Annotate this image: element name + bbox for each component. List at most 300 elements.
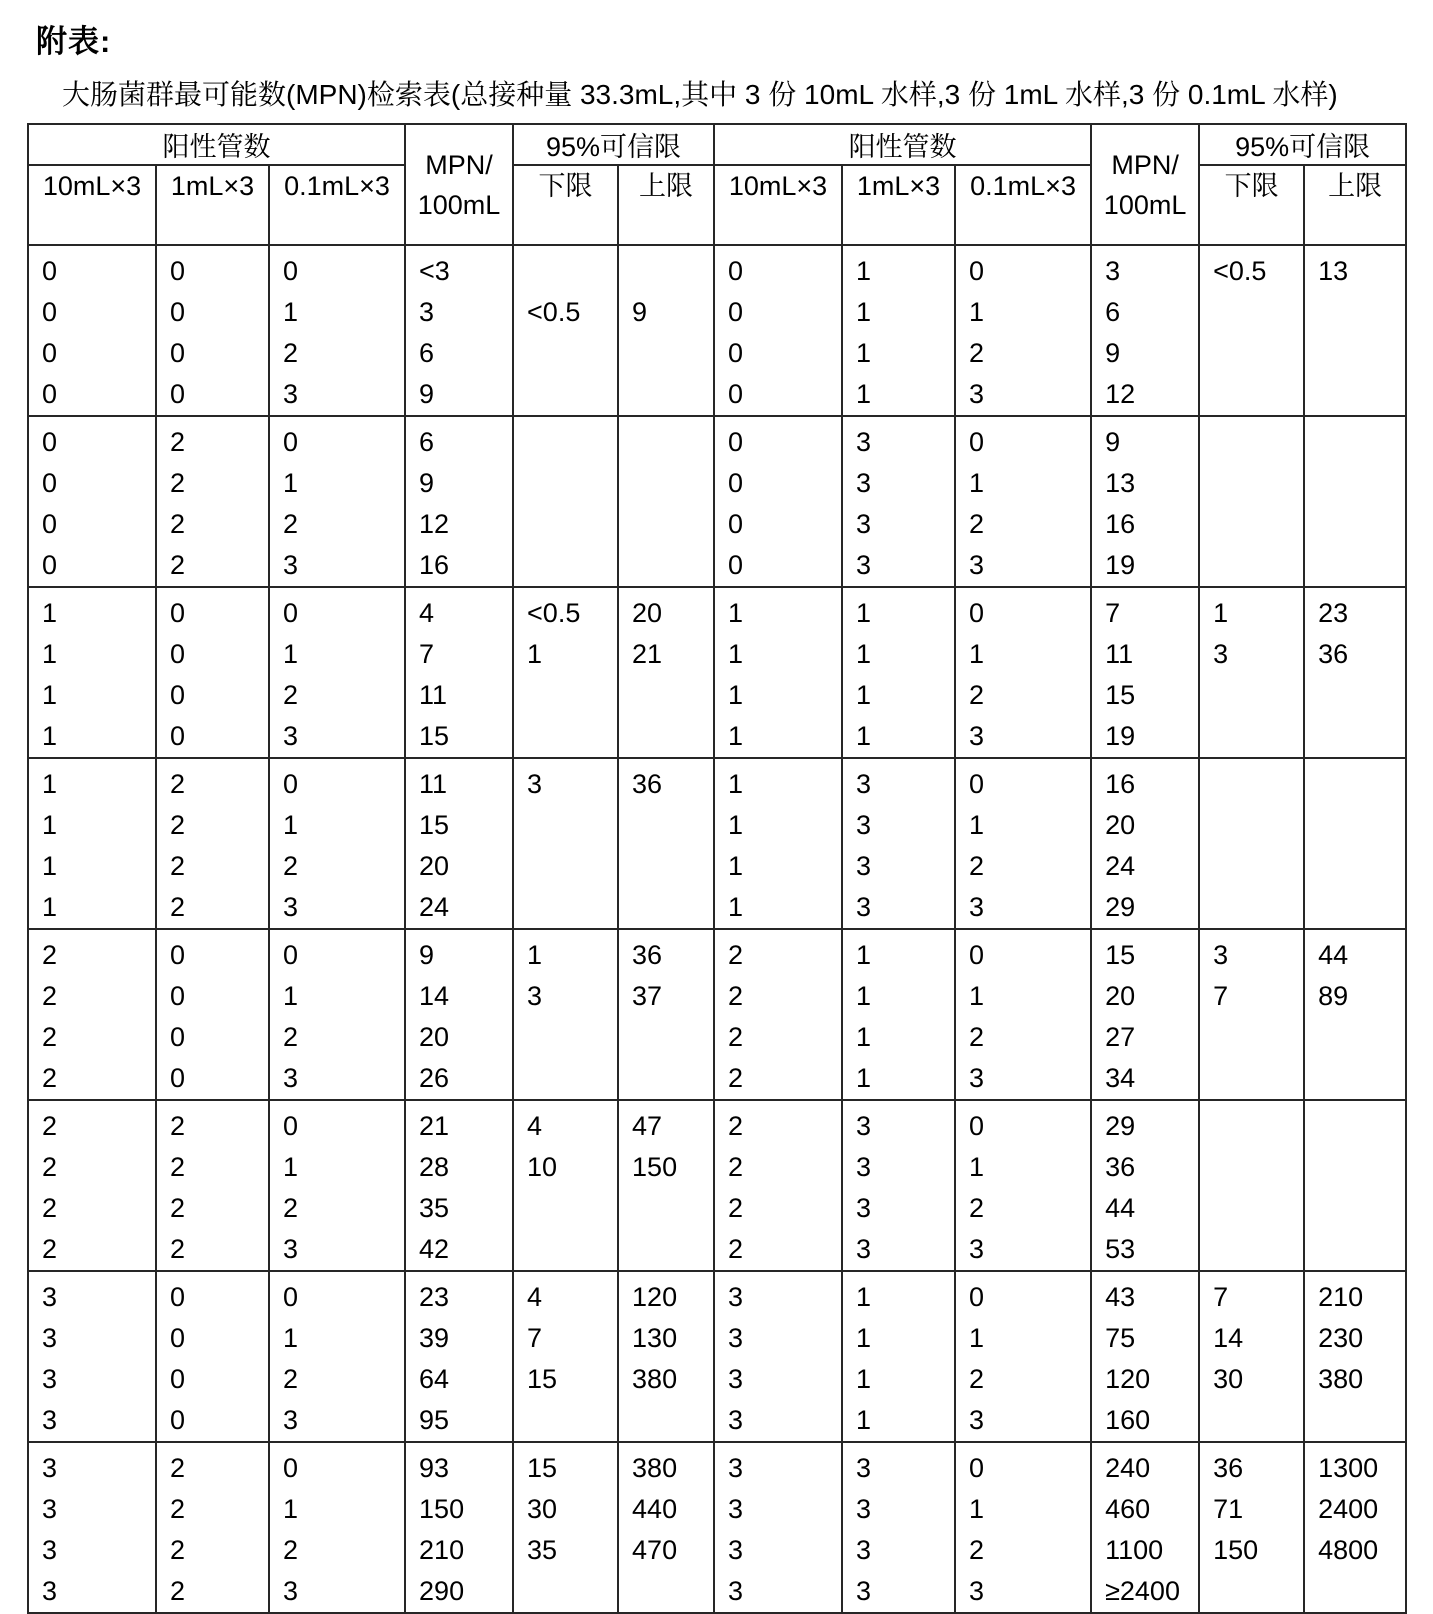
cell-line: [632, 1400, 713, 1441]
table-cell: [513, 758, 618, 929]
cell-line: 20: [1105, 981, 1136, 1011]
cell-line: 0: [969, 598, 985, 628]
table-cell: [1304, 587, 1406, 758]
cell-line: 1: [42, 892, 58, 922]
cell-line: 0: [283, 1111, 299, 1141]
cell-line: 0: [170, 1282, 186, 1312]
cell-line: 3: [856, 1234, 872, 1264]
cell-line: 3: [969, 721, 985, 751]
header-ci-right: 95%可信限: [1199, 124, 1406, 165]
cell-line: [632, 805, 713, 846]
table-cell: [28, 929, 156, 1100]
cell-line: [1213, 716, 1303, 757]
cell-line: 0: [283, 940, 299, 970]
cell-line: 43: [1105, 1282, 1136, 1312]
header-lower-left: 下限: [513, 165, 618, 245]
cell-line: 0: [42, 468, 58, 498]
cell-line: 0: [728, 550, 744, 580]
cell-line: 0: [170, 1364, 186, 1394]
table-cell: [269, 245, 405, 416]
cell-line: 460: [1105, 1494, 1151, 1524]
table-block-row: [28, 929, 1406, 1100]
cell-line: 240: [1105, 1453, 1151, 1483]
cell-line: 21: [632, 639, 663, 669]
cell-line: 3: [42, 1364, 58, 1394]
cell-line: 3: [856, 1453, 872, 1483]
cell-line: 2: [969, 509, 985, 539]
table-cell: [28, 587, 156, 758]
table-cell: [1199, 929, 1304, 1100]
header-1ml-right: 1mL×3: [842, 165, 955, 245]
cell-line: [1213, 1571, 1303, 1612]
cell-line: 2: [728, 1111, 744, 1141]
table-cell: [1199, 1271, 1304, 1442]
cell-line: 0: [170, 598, 186, 628]
table-cell: [28, 245, 156, 416]
cell-line: [527, 1058, 617, 1099]
cell-line: 3: [728, 1494, 744, 1524]
table-cell: [156, 758, 269, 929]
cell-line: 16: [1105, 769, 1136, 799]
cell-line: 0: [42, 427, 58, 457]
cell-line: 24: [419, 892, 450, 922]
cell-line: 1: [1213, 598, 1229, 628]
cell-line: [1213, 846, 1303, 887]
table-cell: [714, 1100, 842, 1271]
cell-line: [527, 1017, 617, 1058]
cell-line: [632, 887, 713, 928]
cell-line: 1: [527, 639, 543, 669]
table-cell: [1091, 758, 1199, 929]
cell-line: 11: [1105, 639, 1134, 669]
cell-line: 0: [728, 297, 744, 327]
cell-line: [1213, 504, 1303, 545]
cell-line: 0: [170, 639, 186, 669]
cell-line: 0: [170, 1323, 186, 1353]
cell-line: [527, 251, 617, 292]
table-cell: [842, 929, 955, 1100]
cell-line: 1: [856, 1364, 872, 1394]
cell-line: 35: [527, 1535, 558, 1565]
cell-line: 1: [283, 1152, 299, 1182]
cell-line: 1: [969, 1152, 985, 1182]
cell-line: 2: [728, 1022, 744, 1052]
table-cell: [1304, 929, 1406, 1100]
table-cell: [156, 1271, 269, 1442]
header-lower-right: 下限: [1199, 165, 1304, 245]
table-cell: [269, 1271, 405, 1442]
table-cell: [955, 587, 1091, 758]
table-cell: [269, 416, 405, 587]
cell-line: 1: [527, 940, 543, 970]
cell-line: 0: [170, 338, 186, 368]
cell-line: 2: [969, 1193, 985, 1223]
cell-line: 1: [856, 297, 872, 327]
table-cell: [28, 1100, 156, 1271]
cell-line: 6: [419, 427, 435, 457]
cell-line: 2: [170, 892, 186, 922]
cell-line: 1: [969, 639, 985, 669]
cell-line: 28: [419, 1152, 450, 1182]
table-cell: [618, 929, 714, 1100]
table-cell: [1091, 1271, 1199, 1442]
cell-line: [1318, 805, 1405, 846]
cell-line: 15: [1105, 680, 1136, 710]
cell-line: 2: [283, 509, 299, 539]
cell-line: 3: [42, 1323, 58, 1353]
table-cell: [156, 587, 269, 758]
cell-line: 2: [170, 468, 186, 498]
cell-line: 120: [1105, 1364, 1151, 1394]
cell-line: [527, 846, 617, 887]
header-10ml-right: 10mL×3: [714, 165, 842, 245]
table-cell: [156, 1442, 269, 1613]
cell-line: [527, 1188, 617, 1229]
cell-line: 1: [728, 810, 744, 840]
cell-line: 3: [283, 379, 299, 409]
cell-line: 1: [856, 1063, 872, 1093]
table-cell: [1091, 416, 1199, 587]
cell-line: 0: [42, 256, 58, 286]
table-cell: [405, 1100, 513, 1271]
table-cell: [1304, 1442, 1406, 1613]
table-cell: [842, 758, 955, 929]
cell-line: 27: [1105, 1022, 1136, 1052]
cell-line: 0: [42, 297, 58, 327]
cell-line: 30: [527, 1494, 558, 1524]
table-cell: [714, 245, 842, 416]
table-cell: [842, 1100, 955, 1271]
table-cell: [405, 1442, 513, 1613]
cell-line: 0: [42, 379, 58, 409]
cell-line: [1213, 292, 1303, 333]
cell-line: 0: [728, 427, 744, 457]
cell-line: 10: [527, 1152, 558, 1182]
cell-line: 0: [170, 721, 186, 751]
cell-line: 2400: [1318, 1494, 1379, 1524]
cell-line: [1213, 333, 1303, 374]
header-01ml-right: 0.1mL×3: [955, 165, 1091, 245]
table-cell: [842, 1271, 955, 1442]
cell-line: 15: [419, 721, 450, 751]
table-cell: [1199, 1442, 1304, 1613]
cell-line: [1318, 1571, 1405, 1612]
table-cell: [618, 1442, 714, 1613]
cell-line: 34: [1105, 1063, 1136, 1093]
cell-line: 3: [969, 1234, 985, 1264]
cell-line: 3: [856, 810, 872, 840]
cell-line: [1318, 422, 1405, 463]
cell-line: [1213, 545, 1303, 586]
header-positive-tubes-left: 阳性管数: [28, 124, 405, 165]
table-cell: [1304, 416, 1406, 587]
cell-line: 2: [969, 1364, 985, 1394]
table-cell: [955, 1100, 1091, 1271]
cell-line: [1213, 675, 1303, 716]
cell-line: [1318, 545, 1405, 586]
cell-line: 1: [728, 721, 744, 751]
cell-line: 150: [419, 1494, 465, 1524]
cell-line: 3: [969, 550, 985, 580]
table-cell: [618, 587, 714, 758]
table-cell: [618, 416, 714, 587]
cell-line: <3: [419, 256, 450, 286]
cell-line: 3: [856, 1193, 872, 1223]
cell-line: [1318, 846, 1405, 887]
cell-line: [527, 1229, 617, 1270]
cell-line: 12: [1105, 379, 1136, 409]
cell-line: 3: [283, 1234, 299, 1264]
cell-line: 3: [728, 1323, 744, 1353]
cell-line: 150: [1213, 1535, 1259, 1565]
cell-line: 2: [170, 1576, 186, 1606]
table-cell: [28, 1271, 156, 1442]
cell-line: 0: [969, 1453, 985, 1483]
cell-line: 2: [42, 1152, 58, 1182]
cell-line: 1: [856, 1022, 872, 1052]
cell-line: 1: [969, 981, 985, 1011]
cell-line: 0: [969, 1282, 985, 1312]
cell-line: 3: [969, 1405, 985, 1435]
cell-line: [632, 1058, 713, 1099]
cell-line: 1: [283, 810, 299, 840]
table-cell: [842, 587, 955, 758]
cell-line: 1: [42, 680, 58, 710]
header-positive-tubes-right: 阳性管数: [714, 124, 1091, 165]
cell-line: 2: [969, 1535, 985, 1565]
cell-line: 0: [170, 680, 186, 710]
cell-line: 2: [42, 1234, 58, 1264]
cell-line: <0.5: [527, 297, 581, 327]
cell-line: 1: [856, 721, 872, 751]
cell-line: 23: [1318, 598, 1349, 628]
cell-line: 3: [969, 379, 985, 409]
table-cell: [269, 1100, 405, 1271]
cell-line: 1: [856, 680, 872, 710]
cell-line: 2: [170, 509, 186, 539]
cell-line: 89: [1318, 981, 1349, 1011]
cell-line: 1: [969, 468, 985, 498]
cell-line: 7: [527, 1323, 543, 1353]
cell-line: [632, 251, 713, 292]
cell-line: 9: [419, 379, 435, 409]
cell-line: 0: [969, 940, 985, 970]
cell-line: 1: [42, 769, 58, 799]
cell-line: [632, 675, 713, 716]
cell-line: 3: [42, 1576, 58, 1606]
cell-line: [632, 1571, 713, 1612]
cell-line: 1: [283, 1323, 299, 1353]
cell-line: [1213, 1188, 1303, 1229]
cell-line: 2: [170, 810, 186, 840]
cell-line: 3: [856, 1494, 872, 1524]
cell-line: 1: [856, 598, 872, 628]
cell-line: 0: [283, 427, 299, 457]
cell-line: 0: [170, 1022, 186, 1052]
cell-line: 11: [419, 769, 448, 799]
cell-line: 120: [632, 1282, 678, 1312]
table-cell: [156, 929, 269, 1100]
cell-line: ≥2400: [1105, 1576, 1180, 1606]
cell-line: 470: [632, 1535, 678, 1565]
table-cell: [1199, 416, 1304, 587]
cell-line: [1318, 463, 1405, 504]
table-cell: [714, 929, 842, 1100]
cell-line: 2: [42, 1022, 58, 1052]
cell-line: 3: [1213, 940, 1229, 970]
cell-line: 1: [856, 639, 872, 669]
cell-line: 1: [42, 810, 58, 840]
cell-line: 3: [969, 892, 985, 922]
table-body: [28, 245, 1406, 1613]
table-cell: [1199, 587, 1304, 758]
table-cell: [405, 587, 513, 758]
table-cell: [955, 929, 1091, 1100]
cell-line: 64: [419, 1364, 450, 1394]
cell-line: 2: [170, 427, 186, 457]
cell-line: [1213, 374, 1303, 415]
cell-line: <0.5: [527, 598, 581, 628]
cell-line: [1213, 1058, 1303, 1099]
cell-line: [632, 545, 713, 586]
cell-line: [1318, 1106, 1405, 1147]
cell-line: 42: [419, 1234, 450, 1264]
table-cell: [269, 587, 405, 758]
cell-line: 2: [969, 851, 985, 881]
cell-line: 2: [283, 1193, 299, 1223]
cell-line: [632, 1017, 713, 1058]
table-cell: [513, 1271, 618, 1442]
cell-line: 0: [728, 256, 744, 286]
cell-line: 3: [1213, 639, 1229, 669]
cell-line: 12: [419, 509, 450, 539]
table-cell: [1199, 758, 1304, 929]
cell-line: 9: [1105, 338, 1121, 368]
cell-line: 13: [1105, 468, 1136, 498]
cell-line: [632, 1188, 713, 1229]
table-cell: [156, 245, 269, 416]
cell-line: 3: [856, 427, 872, 457]
header-mpn-line1: MPN/: [425, 149, 493, 180]
cell-line: 0: [728, 338, 744, 368]
table-block-row: [28, 587, 1406, 758]
cell-line: 15: [527, 1364, 558, 1394]
cell-line: 19: [1105, 550, 1136, 580]
cell-line: 230: [1318, 1323, 1364, 1353]
table-cell: [1091, 929, 1199, 1100]
mpn-lookup-table: [27, 123, 1407, 1614]
table-block-row: [28, 416, 1406, 587]
cell-line: [1213, 1017, 1303, 1058]
cell-line: [1318, 887, 1405, 928]
cell-line: 2: [170, 550, 186, 580]
cell-line: 0: [728, 468, 744, 498]
cell-line: [632, 333, 713, 374]
cell-line: 7: [1213, 1282, 1229, 1312]
cell-line: 29: [1105, 892, 1136, 922]
cell-line: 0: [42, 550, 58, 580]
cell-line: 1300: [1318, 1453, 1379, 1483]
table-cell: [405, 929, 513, 1100]
cell-line: [527, 1571, 617, 1612]
cell-line: [527, 463, 617, 504]
cell-line: 19: [1105, 721, 1136, 751]
cell-line: 3: [728, 1282, 744, 1312]
cell-line: [1318, 1400, 1405, 1441]
table-cell: [269, 929, 405, 1100]
cell-line: 3: [527, 981, 543, 1011]
cell-line: [527, 504, 617, 545]
cell-line: 1: [856, 940, 872, 970]
cell-line: 0: [283, 1282, 299, 1312]
cell-line: 7: [419, 639, 435, 669]
header-row-groups: [28, 124, 1406, 165]
cell-line: 3: [728, 1405, 744, 1435]
cell-line: 2: [170, 1152, 186, 1182]
cell-line: 3: [856, 1535, 872, 1565]
cell-line: [1318, 374, 1405, 415]
cell-line: 3: [42, 1405, 58, 1435]
header-mpn-right: [1091, 124, 1199, 245]
cell-line: [1318, 1017, 1405, 1058]
cell-line: 0: [969, 1111, 985, 1141]
cell-line: 2: [969, 338, 985, 368]
cell-line: 0: [42, 338, 58, 368]
cell-line: 53: [1105, 1234, 1136, 1264]
table-cell: [1304, 245, 1406, 416]
table-caption: 大肠菌群最可能数(MPN)检索表(总接种量 33.3mL,其中 3 份 10mL 水样,3 份 1mL 水样,3 份 0.1mL 水样): [62, 79, 1338, 110]
table-cell: [955, 1271, 1091, 1442]
cell-line: [527, 805, 617, 846]
cell-line: 3: [856, 892, 872, 922]
table-cell: [714, 416, 842, 587]
cell-line: 6: [1105, 297, 1121, 327]
cell-line: 20: [632, 598, 663, 628]
cell-line: 47: [632, 1111, 663, 1141]
table-cell: [955, 1442, 1091, 1613]
header-mpn-line2: 100mL: [1103, 189, 1187, 220]
cell-line: 2: [283, 338, 299, 368]
cell-line: 44: [1318, 940, 1349, 970]
cell-line: 9: [1105, 427, 1121, 457]
cell-line: 23: [419, 1282, 450, 1312]
cell-line: 2: [170, 1535, 186, 1565]
cell-line: 0: [969, 427, 985, 457]
cell-line: 2: [170, 1494, 186, 1524]
cell-line: 1: [856, 1282, 872, 1312]
table-cell: [156, 1100, 269, 1271]
cell-line: [1318, 333, 1405, 374]
cell-line: 3: [283, 1576, 299, 1606]
cell-line: 3: [856, 550, 872, 580]
cell-line: 2: [969, 680, 985, 710]
cell-line: [527, 422, 617, 463]
cell-line: 2: [170, 1111, 186, 1141]
cell-line: 0: [283, 598, 299, 628]
table-cell: [955, 416, 1091, 587]
cell-line: 4800: [1318, 1535, 1379, 1565]
table-block-row: [28, 1100, 1406, 1271]
cell-line: 1: [283, 639, 299, 669]
table-cell: [618, 758, 714, 929]
cell-line: [1318, 1188, 1405, 1229]
cell-line: [632, 374, 713, 415]
cell-line: 93: [419, 1453, 450, 1483]
table-block-row: [28, 1271, 1406, 1442]
table-cell: [1091, 245, 1199, 416]
cell-line: 0: [969, 769, 985, 799]
cell-line: [1318, 675, 1405, 716]
